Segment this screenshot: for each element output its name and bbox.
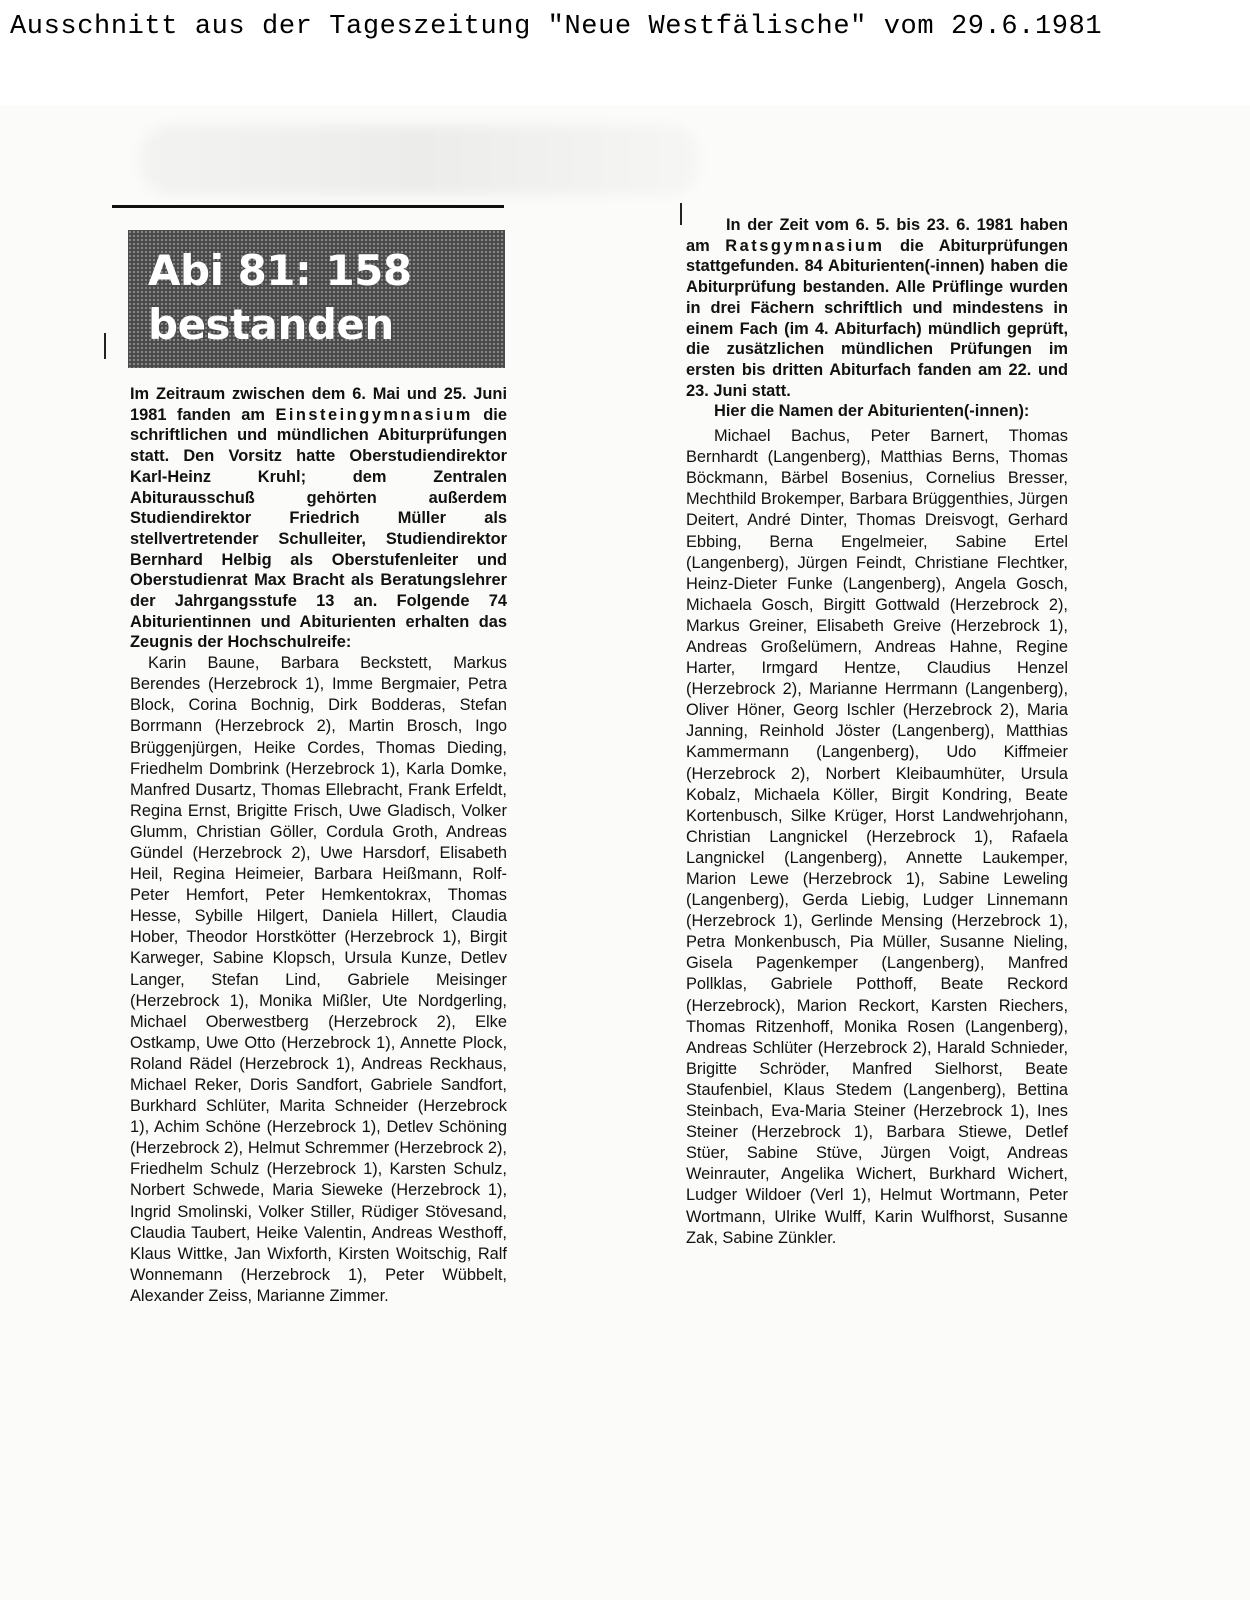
newspaper-clipping (0, 105, 1250, 1600)
article-headline: Abi 81: 158 bestanden (148, 246, 412, 349)
names-lead: Hier die Namen der Abiturienten(-innen): (714, 402, 1030, 421)
school-name: Einsteingymnasium (275, 405, 473, 424)
page-caption: Ausschnitt aus der Tageszeitung "Neue Westfälische" vom 29.6.1981 (10, 12, 1103, 42)
headline-box (128, 230, 505, 368)
school-name: Ratsgymnasium (725, 236, 885, 255)
intro-text-2: die schriftlichen und mündlichen Abiturprüfungen statt. Den Vorsitz hatte Oberstudiendirektor Karl-Heinz Kruhl; dem Zentralen Abiturausschuß gehörten außerdem Studiendirektor Friedrich Müller als stellvertretender Schulleiter, Studiendirektor Bernhard Helbig als Oberstufenleiter und Oberstudienrat Max Bracht als Beratungslehrer der Jahrgangsstufe 13 an. Folgende 74 Abiturientinnen und Abiturienten erhalten das Zeugnis der Hochschulreife: (130, 405, 507, 652)
article-einsteingymnasium (112, 205, 507, 1307)
margin-mark-left (104, 333, 106, 359)
article-intro (130, 384, 507, 653)
intro-text-2: die Abiturprüfungen stattgefunden. 84 Abiturienten(-innen) haben die Abiturprüfung bestanden. Alle Prüflinge wurden in drei Fächern schriftlich und mindestens in einem Fach (im 4. Abiturfach) mündlich geprüft, die zusätzlichen mündlichen Prüfungen im ersten bis dritten Abiturfach fanden am 22. und 23. Juni statt. (686, 236, 1068, 400)
graduate-names-list: Michael Bachus, Peter Barnert, Thomas Bernhardt (Langenberg), Matthias Berns, Thomas Böckmann, Bärbel Bosenius, Cornelius Bresser, Mechthild Brokemper, Barbara Brüggenthies, Jürgen Deitert, André Dinter, Thomas Dreisvogt, Gerhard Ebbing, Berna Engelmeier, Sabine Ertel (Langenberg), Jürgen Feindt, Christiane Flechtker, Heinz-Dieter Funke (Langenberg), Angela Gosch, Michaela Gosch, Birgitt Gottwald (Herzebrock 2), Markus Greiner, Elisabeth Greive (Herzebrock 1), Andreas Großelümern, Andreas Hahne, Regine Harter, Irmgard Hentze, Claudius Henzel (Herzebrock 2), Marianne Herrmann (Langenberg), Oliver Höner, Georg Ischler (Herzebrock 2), Maria Janning, Reinhold Jöster (Langenberg), Matthias Kammermann (Langenberg), Udo Kiffmeier (Herzebrock 2), Norbert Kleibaumhüter, Ursula Kobalz, Michaela Köller, Birgit Kondring, Beate Kortenbusch, Silke Krüger, Horst Landwehrjohann, Christian Langnickel (Herzebrock 1), Rafaela Langnickel (Langenberg), Annette Laukemper, Marion Lewe (Herzebrock 1), Sabine Leweling (Langenberg), Gerda Liebig, Ludger Linnemann (Herzebrock 1), Gerlinde Mensing (Herzebrock 1), Petra Monkenbusch, Pia Müller, Susanne Nieling, Gisela Pagenkemper (Langenberg), Manfred Pollklas, Gabriele Potthoff, Beate Reckord (Herzebrock), Marion Reckort, Karsten Riechers, Thomas Ritzenhoff, Monika Rosen (Langenberg), Andreas Schlüter (Herzebrock 2), Harald Schnieder, Brigitte Schröder, Manfred Sielhorst, Beate Staufenbiel, Klaus Stedem (Langenberg), Bettina Steinbach, Eva-Maria Steiner (Herzebrock 1), Ines Steiner (Herzebrock 1), Barbara Stiewe, Detlef Stüer, Sabine Stüve, Jürgen Voigt, Andreas Weinrauter, Angelika Wichert, Burkhard Wichert, Ludger Wildoer (Verl 1), Helmut Wortmann, Peter Wortmann, Ulrike Wulff, Karin Wulfhorst, Susanne Zak, Sabine Zünkler. (686, 427, 1068, 1247)
scan-smudge (140, 125, 700, 195)
margin-mark-right (680, 203, 682, 225)
graduate-names-list: Karin Baune, Barbara Beckstett, Markus Berendes (Herzebrock 1), Imme Bergmaier, Petra Block, Corina Bochnig, Dirk Bodderas, Stefan Borrmann (Herzebrock 2), Martin Brosch, Ingo Brüggenjürgen, Heike Cordes, Thomas Dieding, Friedhelm Dombrink (Herzebrock 1), Karla Domke, Manfred Dusartz, Thomas Ellebracht, Frank Erfeldt, Regina Ernst, Brigitte Frisch, Uwe Gladisch, Volker Glumm, Christian Göller, Cordula Groth, Andreas Gündel (Herzebrock 2), Uwe Harsdorf, Elisabeth Heil, Regina Heimeier, Barbara Heißmann, Rolf-Peter Hemfort, Peter Hemkentokrax, Thomas Hesse, Sybille Hilgert, Daniela Hillert, Claudia Hober, Theodor Horstkötter (Herzebrock 1), Birgit Karweger, Sabine Klopsch, Ursula Kunze, Detlev Langer, Stefan Lind, Gabriele Meisinger (Herzebrock 1), Monika Mißler, Ute Nordgerling, Michael Oberwestberg (Herzebrock 2), Elke Ostkamp, Uwe Otto (Herzebrock 1), Annette Plock, Roland Rädel (Herzebrock 1), Andreas Reckhaus, Michael Reker, Doris Sandfort, Gabriele Sandfort, Burkhard Schlüter, Marita Schneider (Herzebrock 1), Achim Schöne (Herzebrock 1), Detlev Schöning (Herzebrock 2), Helmut Schremmer (Herzebrock 2), Friedhelm Schulz (Herzebrock 1), Karsten Schulz, Norbert Schwede, Maria Sieweke (Herzebrock 1), Ingrid Smolinski, Volker Stiller, Rüdiger Stövesand, Claudia Taubert, Heike Valentin, Andreas Westhoff, Klaus Wittke, Jan Wixforth, Kirsten Woitschig, Ralf Wonnemann (Herzebrock 1), Peter Wübbelt, Alexander Zeiss, Marianne Zimmer. (130, 654, 507, 1305)
article-ratsgymnasium (686, 215, 1068, 1249)
intro-text-1: Im Zeitraum zwischen dem 6. Mai und 25. Juni 1981 fanden am (130, 385, 507, 424)
article-intro (686, 215, 1068, 401)
intro-text-1: In der Zeit vom 6. 5. bis 23. 6. 1981 haben am (686, 216, 1068, 255)
column-rule (112, 205, 504, 208)
